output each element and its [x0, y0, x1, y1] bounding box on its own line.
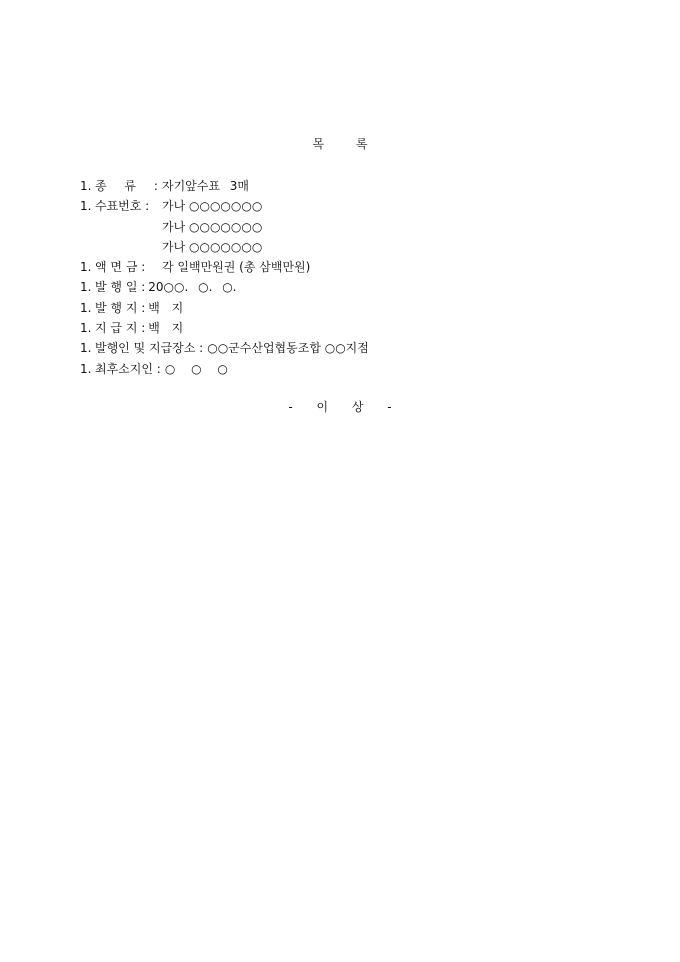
list-item-issue-date	[80, 277, 620, 297]
item-label: 종 류 :	[95, 179, 158, 193]
list-item-face-amount	[80, 257, 620, 277]
item-label: 액 면 금 :	[95, 260, 146, 275]
list-item-type	[80, 176, 620, 196]
item-number: 1.	[80, 260, 92, 275]
item-value: 20○○. ○. ○.	[148, 280, 237, 295]
list-item-payment-place	[80, 318, 620, 338]
item-value: 각 일백만원권 (총 삼백만원)	[162, 260, 311, 275]
list-item-issuer	[80, 338, 620, 358]
item-number: 1.	[80, 179, 92, 193]
item-number: 1.	[80, 300, 92, 315]
document-title: 목 록	[312, 137, 368, 151]
closing-mark: - 이 상 -	[288, 400, 392, 414]
item-value: 백 지	[148, 300, 184, 315]
item-value: ○○군수산업협동조합 ○○지점	[207, 341, 369, 356]
item-list	[80, 176, 620, 379]
item-value: 백 지	[148, 321, 184, 336]
list-item-check-number-continued	[80, 217, 620, 237]
item-value: 자기앞수표 3매	[162, 179, 250, 193]
item-indent	[80, 217, 162, 237]
list-item-check-number-continued	[80, 237, 620, 257]
list-item-last-holder	[80, 359, 620, 379]
list-item-issue-place	[80, 298, 620, 318]
item-value: 가나 ○○○○○○○	[162, 219, 263, 234]
item-label: 수표번호 :	[95, 199, 150, 214]
item-number: 1.	[80, 321, 92, 336]
item-number: 1.	[80, 199, 92, 214]
item-value: 가나 ○○○○○○○	[162, 199, 263, 214]
item-value: ○ ○ ○	[164, 361, 228, 376]
item-value: 가나 ○○○○○○○	[162, 239, 263, 254]
item-label: 발 행 일 :	[95, 280, 146, 295]
item-label: 최후소지인 :	[95, 361, 161, 376]
list-item-check-number	[80, 196, 620, 216]
item-label: 발 행 지 :	[95, 300, 146, 315]
item-label: 발행인 및 지급장소 :	[95, 341, 204, 356]
item-number: 1.	[80, 361, 92, 376]
item-indent	[80, 237, 162, 257]
item-number: 1.	[80, 341, 92, 356]
item-number: 1.	[80, 280, 92, 295]
item-label: 지 급 지 :	[95, 321, 146, 336]
